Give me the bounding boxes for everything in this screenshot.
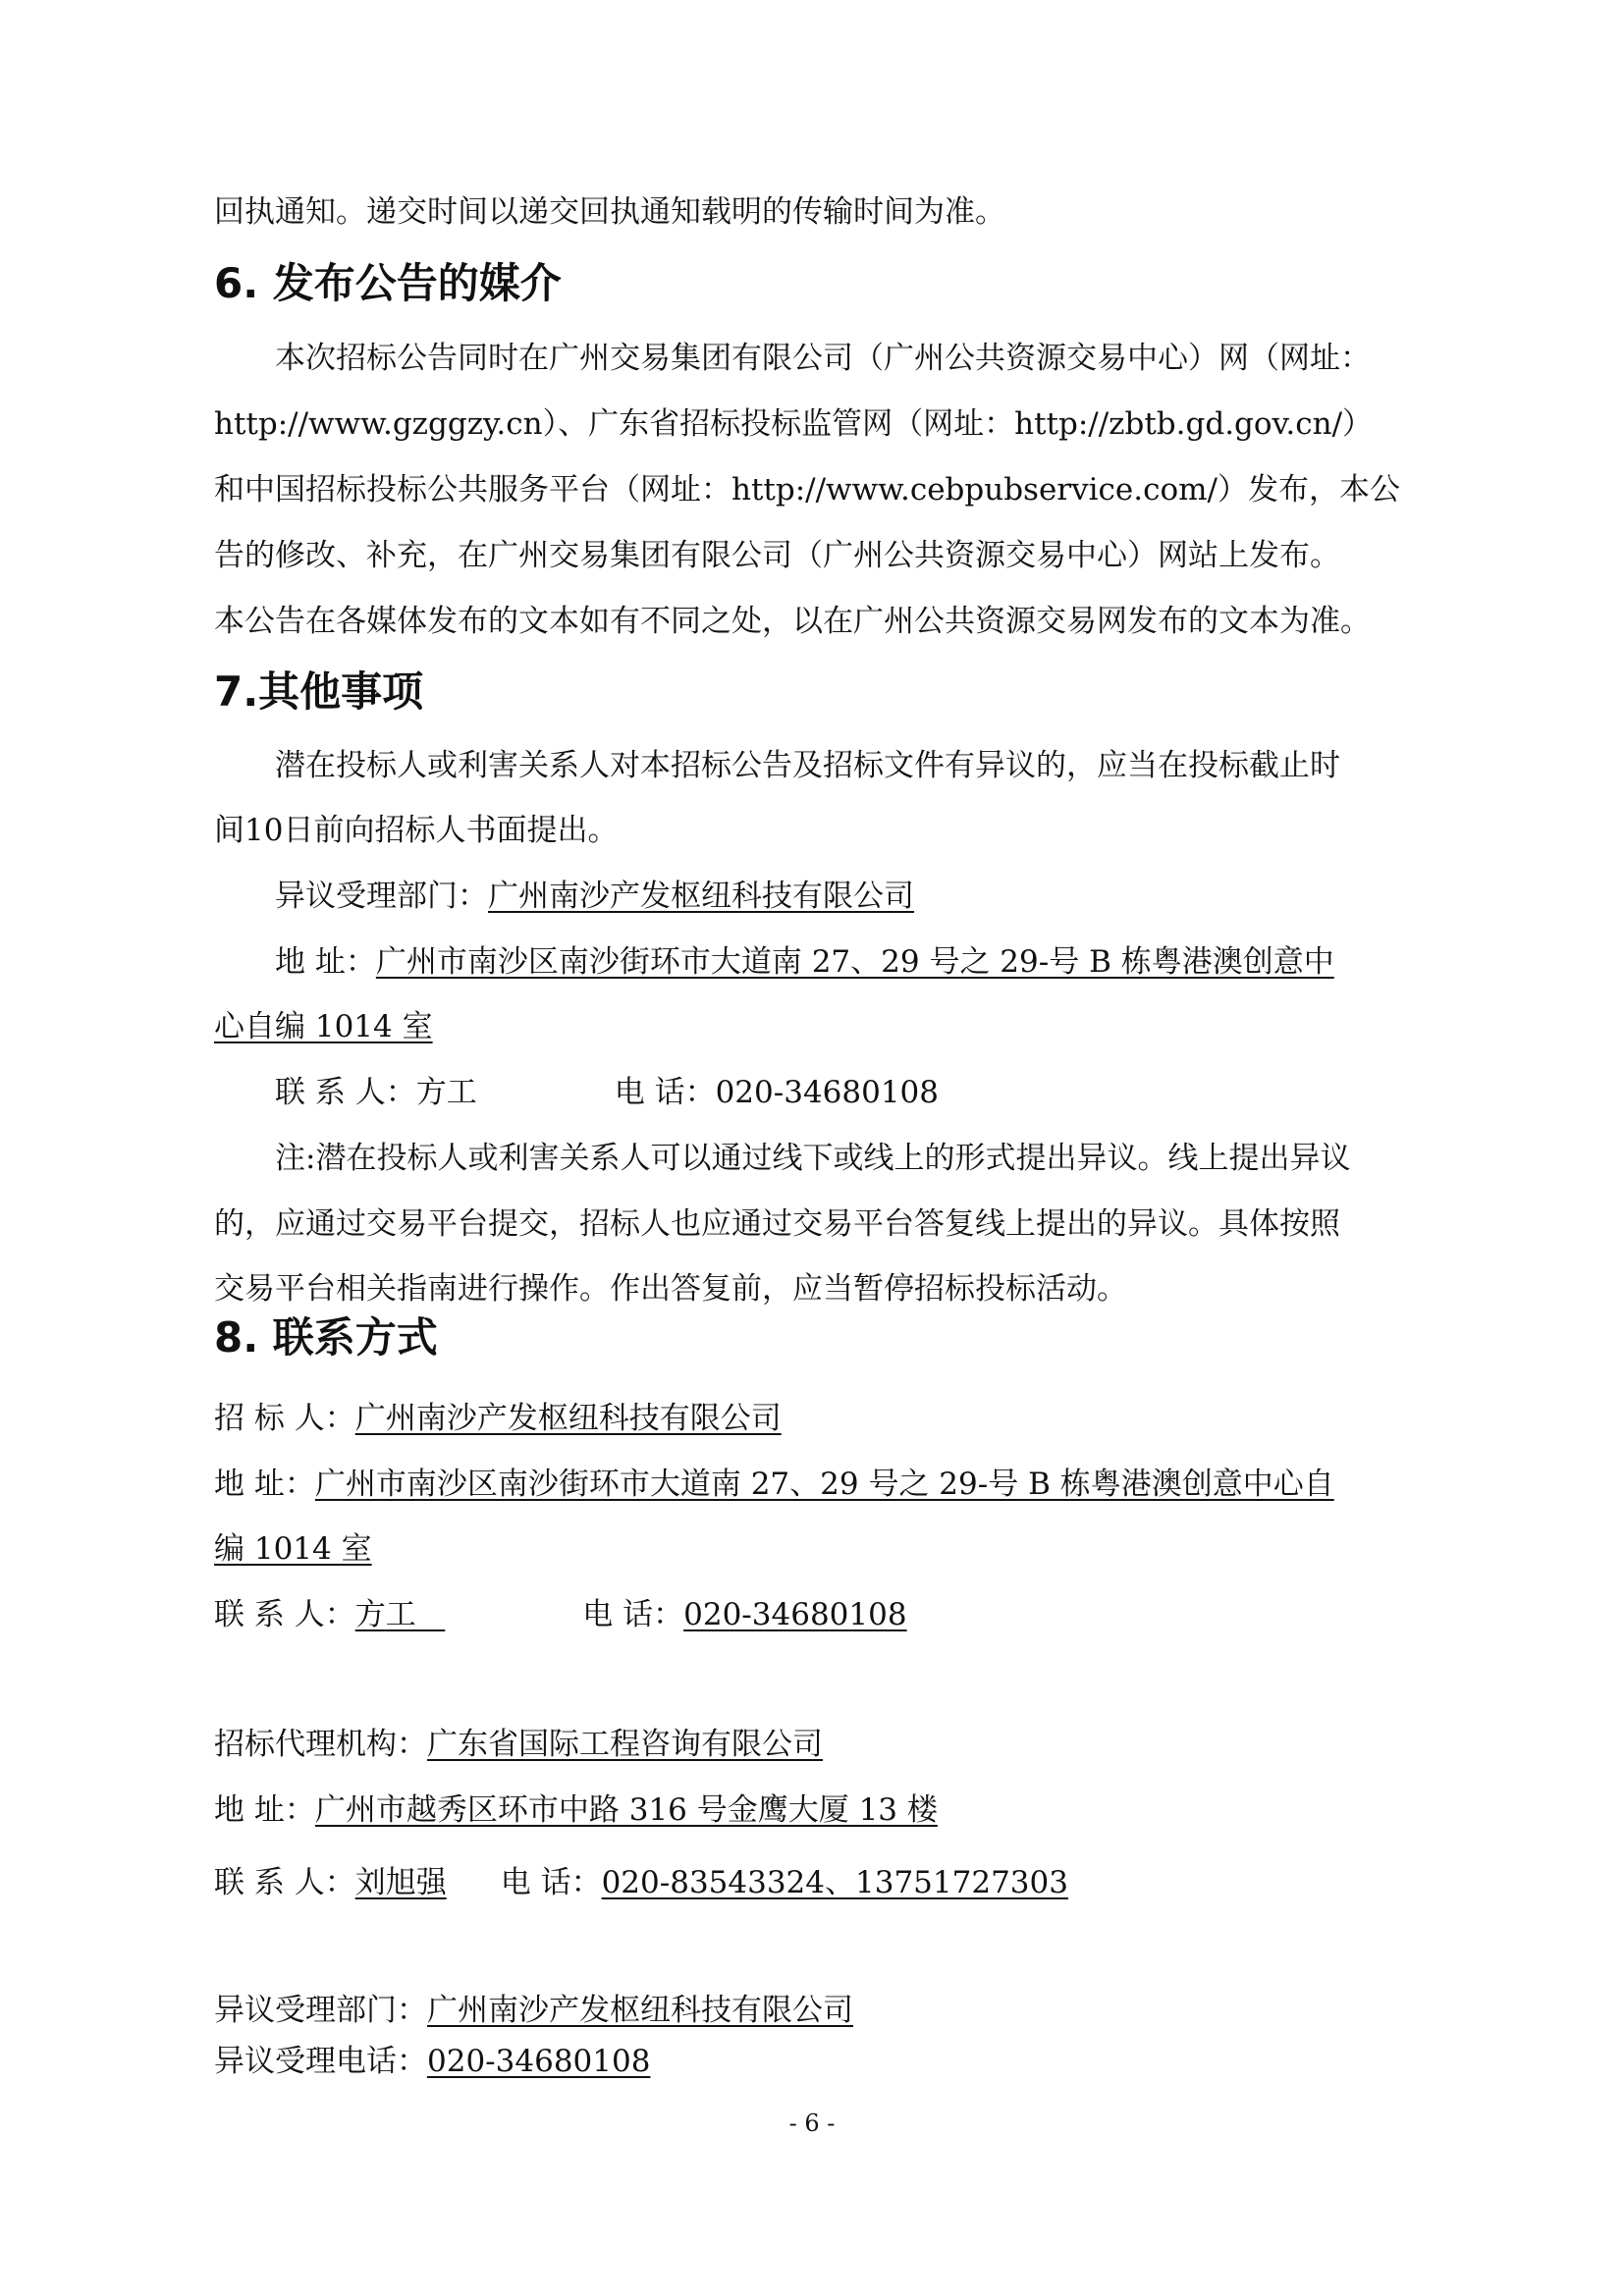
tenderer-row [214,1399,782,1438]
agency-contact-value: 刘旭强 [354,1865,447,1900]
tenderer-phone-label: 电 话： [582,1597,684,1632]
section-7-heading: 7.其他事项 [214,667,424,716]
phone-value: 020-34680108 [715,1075,940,1110]
agency-address-value: 广州市越秀区环市中路 316 号金鹰大厦 13 楼 [314,1792,938,1828]
address-row [275,942,1334,982]
address-value-2: 心自编 1014 室 [214,1009,433,1044]
address-row-cont [214,1007,433,1046]
section-6-line-3: 和中国招标投标公共服务平台（网址：http://www.cebpubservice.com/）发布，本公 [214,472,1400,507]
agency-address-label: 地 址： [214,1792,315,1828]
tenderer-address-row [214,1465,1334,1504]
section-8-heading: 8. 联系方式 [214,1313,438,1362]
objection-dept-label: 异议受理部门： [275,879,488,914]
address-value-1: 广州市南沙区南沙街环市大道南 27、29 号之 29-号 B 栋粤港澳创意中 [375,944,1334,980]
tenderer-value: 广州南沙产发枢纽科技有限公司 [354,1401,782,1436]
intro-line: 回执通知。递交时间以递交回执通知载明的传输时间为准。 [214,194,1005,230]
tenderer-phone-value: 020-34680108 [683,1597,907,1632]
note-line-2: 的，应通过交易平台提交，招标人也应通过交易平台答复线上提出的异议。具体按照 [214,1206,1340,1242]
section-6-line-2: http://www.gzggzy.cn）、广东省招标投标监管网（网址：http://zbtb.gd.gov.cn/） [214,406,1374,442]
contact-value: 方工 [415,1075,477,1110]
phone-label: 电 话： [614,1075,716,1110]
tenderer-contact-value: 方工 [354,1597,446,1632]
section-6-line-5: 本公告在各媒体发布的文本如有不同之处，以在广州公共资源交易网发布的文本为准。 [214,604,1371,639]
objection-dept-label-2: 异议受理部门： [214,1993,427,2028]
section-6-line-1: 本次招标公告同时在广州交易集团有限公司（广州公共资源交易中心）网（网址： [275,341,1371,376]
agency-value: 广东省国际工程咨询有限公司 [427,1727,823,1762]
tenderer-label: 招 标 人： [214,1401,355,1436]
agency-contact-row [214,1863,1068,1902]
agency-phone-label: 电 话： [500,1865,602,1900]
objection-phone-row [214,2042,650,2081]
note-line-1: 注:潜在投标人或利害关系人可以通过线下或线上的形式提出异议。线上提出异议 [275,1141,1351,1176]
objection-dept-row [275,877,914,916]
agency-contact-label: 联 系 人： [214,1865,355,1900]
note-line-3: 交易平台相关指南进行操作。作出答复前，应当暂停招标投标活动。 [214,1271,1127,1307]
page-number: - 6 - [788,2109,836,2137]
tenderer-address-value-1: 广州市南沙区南沙街环市大道南 27、29 号之 29-号 B 栋粤港澳创意中心自 [314,1467,1334,1502]
tenderer-contact-row [214,1595,907,1634]
objection-dept-value-2: 广州南沙产发枢纽科技有限公司 [427,1993,853,2028]
agency-row [214,1725,823,1764]
tenderer-address-row-cont [214,1529,372,1569]
contact-label: 联 系 人： [275,1075,416,1110]
tenderer-address-label: 地 址： [214,1467,315,1502]
contact-row [275,1073,939,1112]
objection-phone-value: 020-34680108 [427,2044,651,2079]
tenderer-contact-label: 联 系 人： [214,1597,355,1632]
objection-dept-row-2 [214,1991,853,2030]
address-label: 地 址： [275,944,376,980]
tenderer-address-value-2: 编 1014 室 [214,1531,372,1567]
section-7-para-line-2: 间10日前向招标人书面提出。 [214,813,619,848]
section-6-line-4: 告的修改、补充，在广州交易集团有限公司（广州公共资源交易中心）网站上发布。 [214,538,1340,573]
objection-phone-label: 异议受理电话： [214,2044,427,2079]
section-7-para-line-1: 潜在投标人或利害关系人对本招标公告及招标文件有异议的，应当在投标截止时 [275,748,1340,783]
agency-label: 招标代理机构： [214,1727,427,1762]
section-6-heading: 6. 发布公告的媒介 [214,259,562,307]
objection-dept-value: 广州南沙产发枢纽科技有限公司 [488,879,914,914]
agency-address-row [214,1790,938,1830]
agency-phone-value: 020-83543324、13751727303 [601,1865,1068,1900]
